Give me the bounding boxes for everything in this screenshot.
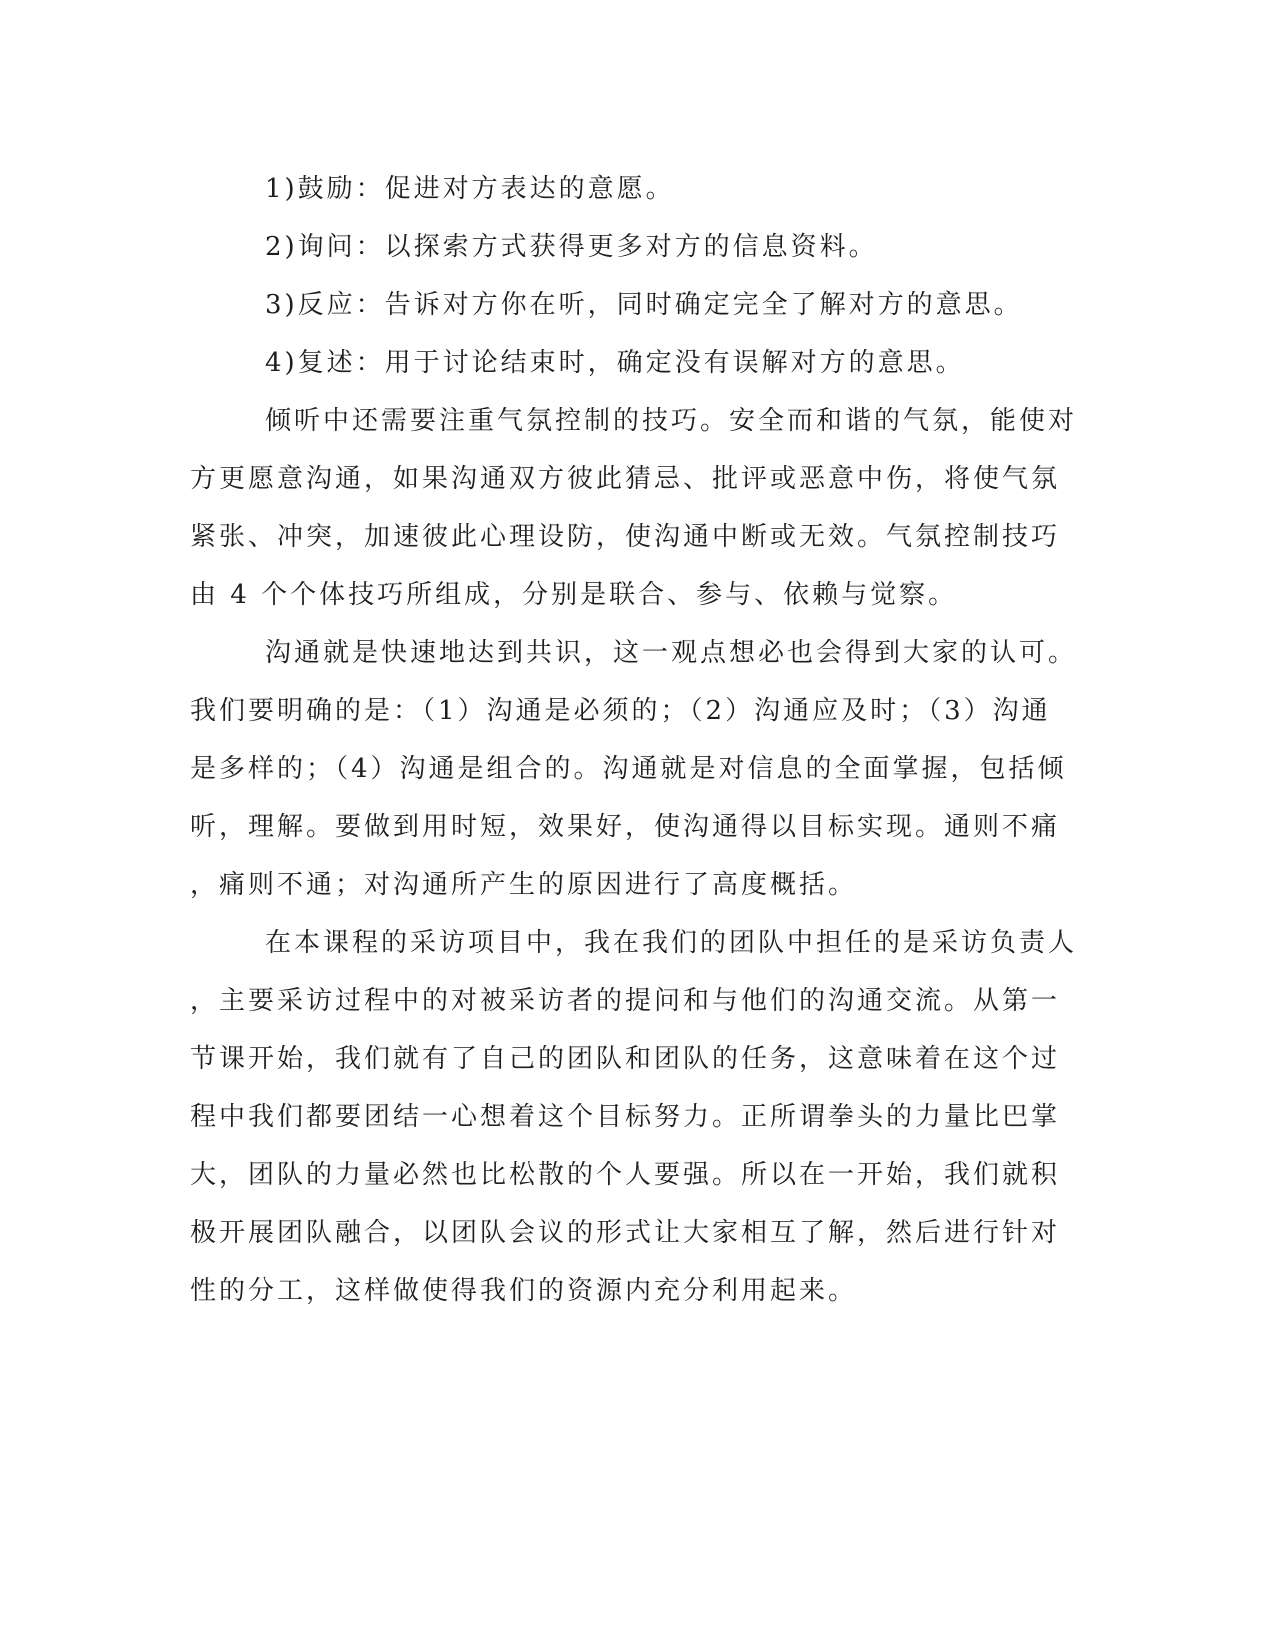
- paragraph-atmosphere-line: 由 4 个个体技巧所组成，分别是联合、参与、依赖与觉察。: [190, 580, 958, 610]
- paragraph-interview-line: ，主要采访过程中的对被采访者的提问和与他们的沟通交流。从第一: [190, 986, 1061, 1016]
- paragraph-interview-line: 程中我们都要团结一心想着这个目标努力。正所谓拳头的力量比巴掌: [190, 1102, 1061, 1132]
- paragraph-interview-line: 极开展团队融合，以团队会议的形式让大家相互了解，然后进行针对: [190, 1218, 1061, 1248]
- paragraph-atmosphere-line: 方更愿意沟通，如果沟通双方彼此猜忌、批评或恶意中伤，将使气氛: [190, 464, 1061, 494]
- list-item-respond: 3)反应：告诉对方你在听，同时确定完全了解对方的意思。: [265, 290, 1023, 320]
- paragraph-communication-line: 听，理解。要做到用时短，效果好，使沟通得以目标实现。通则不痛: [190, 812, 1061, 842]
- paragraph-atmosphere-line: 紧张、冲突，加速彼此心理设防，使沟通中断或无效。气氛控制技巧: [190, 522, 1061, 552]
- paragraph-interview-line: 节课开始，我们就有了自己的团队和团队的任务，这意味着在这个过: [190, 1044, 1061, 1074]
- paragraph-atmosphere-line: 倾听中还需要注重气氛控制的技巧。安全而和谐的气氛，能使对: [265, 406, 1078, 436]
- paragraph-interview-line: 大，团队的力量必然也比松散的个人要强。所以在一开始，我们就积: [190, 1160, 1061, 1190]
- paragraph-communication-line: ，痛则不通；对沟通所产生的原因进行了高度概括。: [190, 870, 858, 900]
- paragraph-interview-line: 在本课程的采访项目中，我在我们的团队中担任的是采访负责人: [265, 928, 1078, 958]
- paragraph-communication-line: 是多样的；（4）沟通是组合的。沟通就是对信息的全面掌握，包括倾: [190, 754, 1067, 784]
- paragraph-communication-line: 沟通就是快速地达到共识，这一观点想必也会得到大家的认可。: [265, 638, 1078, 668]
- list-item-inquire: 2)询问：以探索方式获得更多对方的信息资料。: [265, 232, 878, 262]
- paragraph-interview-line: 性的分工，这样做使得我们的资源内充分利用起来。: [190, 1276, 858, 1306]
- list-item-encourage: 1)鼓励：促进对方表达的意愿。: [265, 174, 675, 204]
- list-item-restate: 4)复述：用于讨论结束时，确定没有误解对方的意思。: [265, 348, 965, 378]
- paragraph-communication-line: 我们要明确的是：（1）沟通是必须的；（2）沟通应及时；（3）沟通: [190, 696, 1051, 726]
